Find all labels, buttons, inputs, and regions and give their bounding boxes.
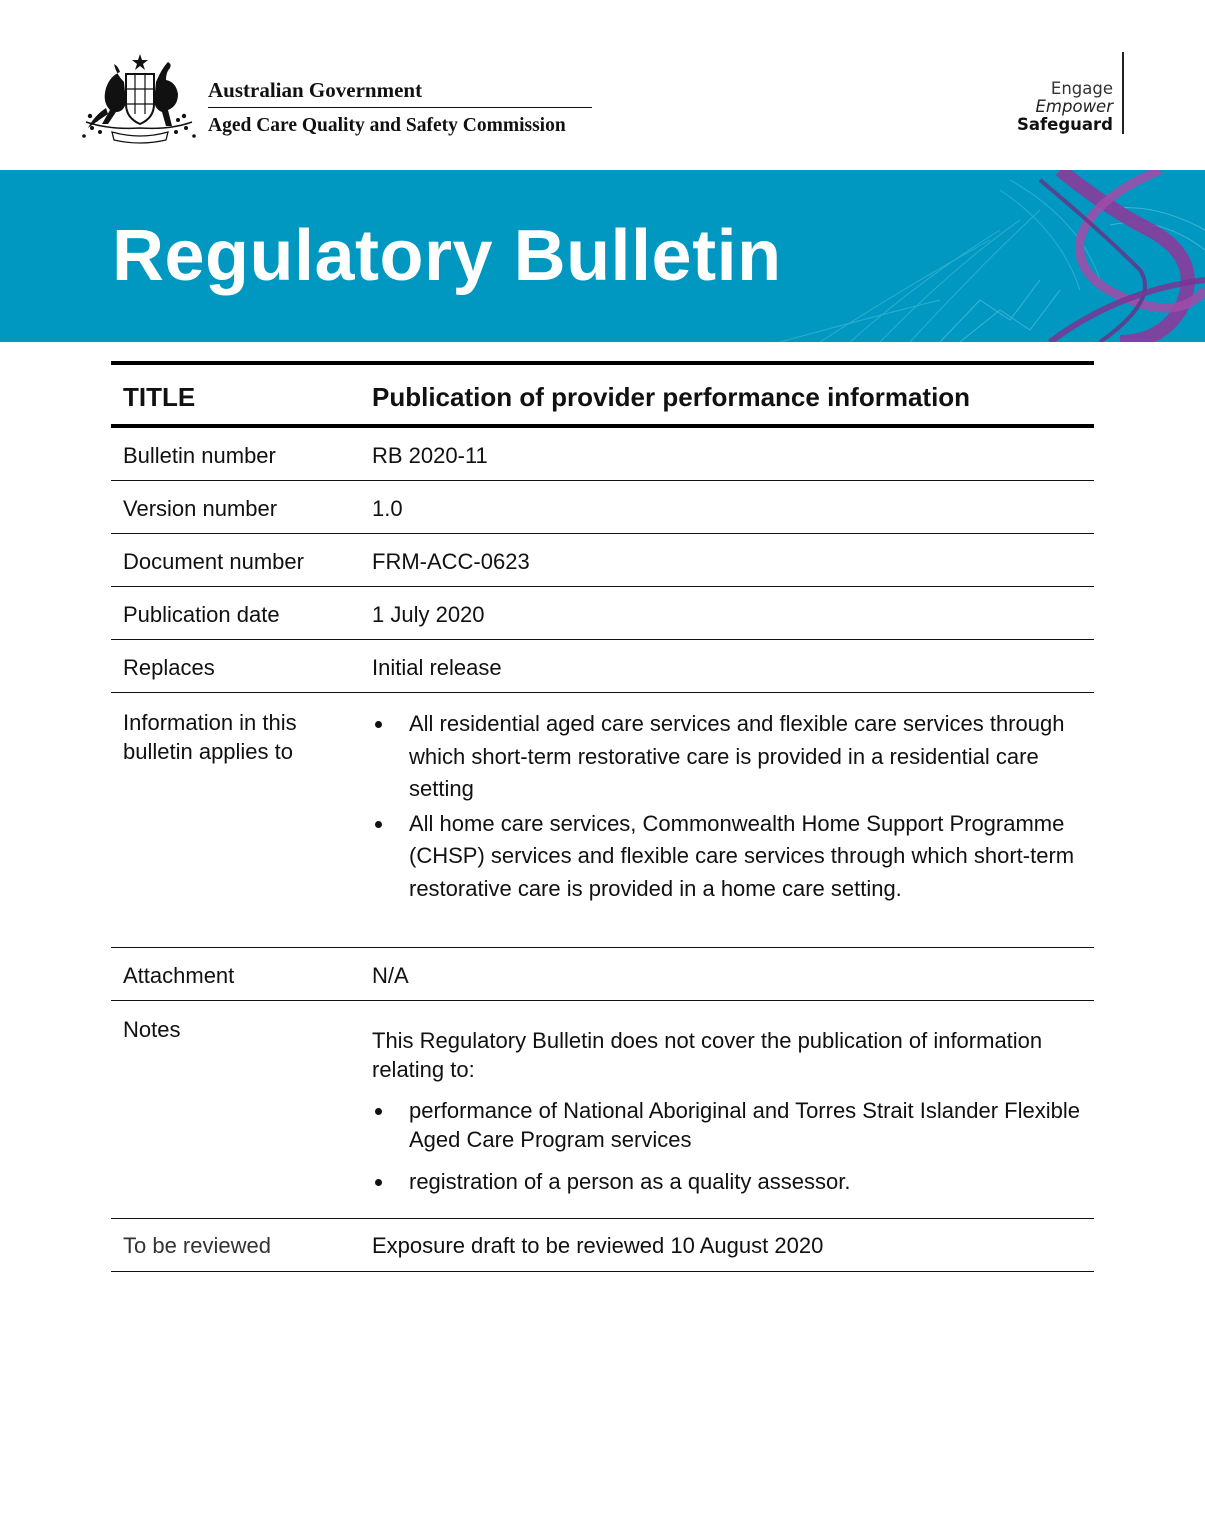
row-label: Publication date [123,601,280,627]
tagline-safeguard: Safeguard [1016,115,1113,134]
list-item: All home care services, Commonwealth Home Support Programme (CHSP) services and flexible care services through which short-term restorative care is provided in a home care setting. [372,808,1086,906]
page-title: Regulatory Bulletin [112,216,782,296]
notes-intro: This Regulatory Bulletin does not cover the publication of information relating to: [372,1028,1043,1082]
applies-to-value [372,693,1094,907]
row-value: Initial release [372,654,502,680]
row-label: Bulletin number [123,442,276,468]
row-label: Replaces [123,654,215,680]
notes-row [111,1001,1094,1219]
table-row [111,534,1094,587]
table-row [111,428,1094,481]
row-value: FRM-ACC-0623 [372,548,530,574]
list-item: All residential aged care services and flexible care services through which short-term restorative care is provided in a residential care setting [372,708,1086,806]
row-label: Version number [123,495,278,521]
applies-to-list [372,708,1086,905]
attachment-value: N/A [372,962,409,988]
row-label: Document number [123,548,304,574]
row-value: RB 2020-11 [372,442,488,468]
title-banner [0,170,1205,342]
tagline [1017,80,1113,134]
government-name: Australian Government [208,78,423,102]
notes-label: Notes [123,1017,181,1042]
table-title-row [111,365,1094,428]
agency-name: Aged Care Quality and Safety Commission [208,115,566,136]
table-row [111,481,1094,534]
attachment-label: Attachment [123,962,235,988]
table-row [111,640,1094,693]
applies-to-row [111,693,1094,948]
tagline-engage: Engage [1050,79,1113,98]
list-item: registration of a person as a quality assessor. [372,1167,1086,1196]
table-row [111,587,1094,640]
page-header [0,0,1205,170]
list-item: performance of National Aboriginal and Torres Strait Islander Flexible Aged Care Program services [372,1096,1086,1154]
review-value: Exposure draft to be reviewed 10 August 2020 [372,1232,824,1258]
applies-to-label: Information in this bulletin applies to [123,710,297,764]
notes-value [372,1001,1094,1209]
attachment-row [111,948,1094,1001]
title-value: Publication of provider performance information [372,381,971,412]
review-row [111,1219,1094,1272]
tagline-divider [1122,52,1124,134]
row-value: 1 July 2020 [372,601,485,627]
row-value: 1.0 [372,495,403,521]
tagline-empower: Empower [1035,97,1113,116]
title-label: TITLE [123,381,196,412]
bulletin-details-table [111,361,1094,1272]
government-identity [208,78,592,138]
identity-divider [208,107,592,108]
review-label: To be reviewed [123,1232,271,1258]
coat-of-arms-icon [80,52,198,144]
notes-list [372,1096,1086,1196]
